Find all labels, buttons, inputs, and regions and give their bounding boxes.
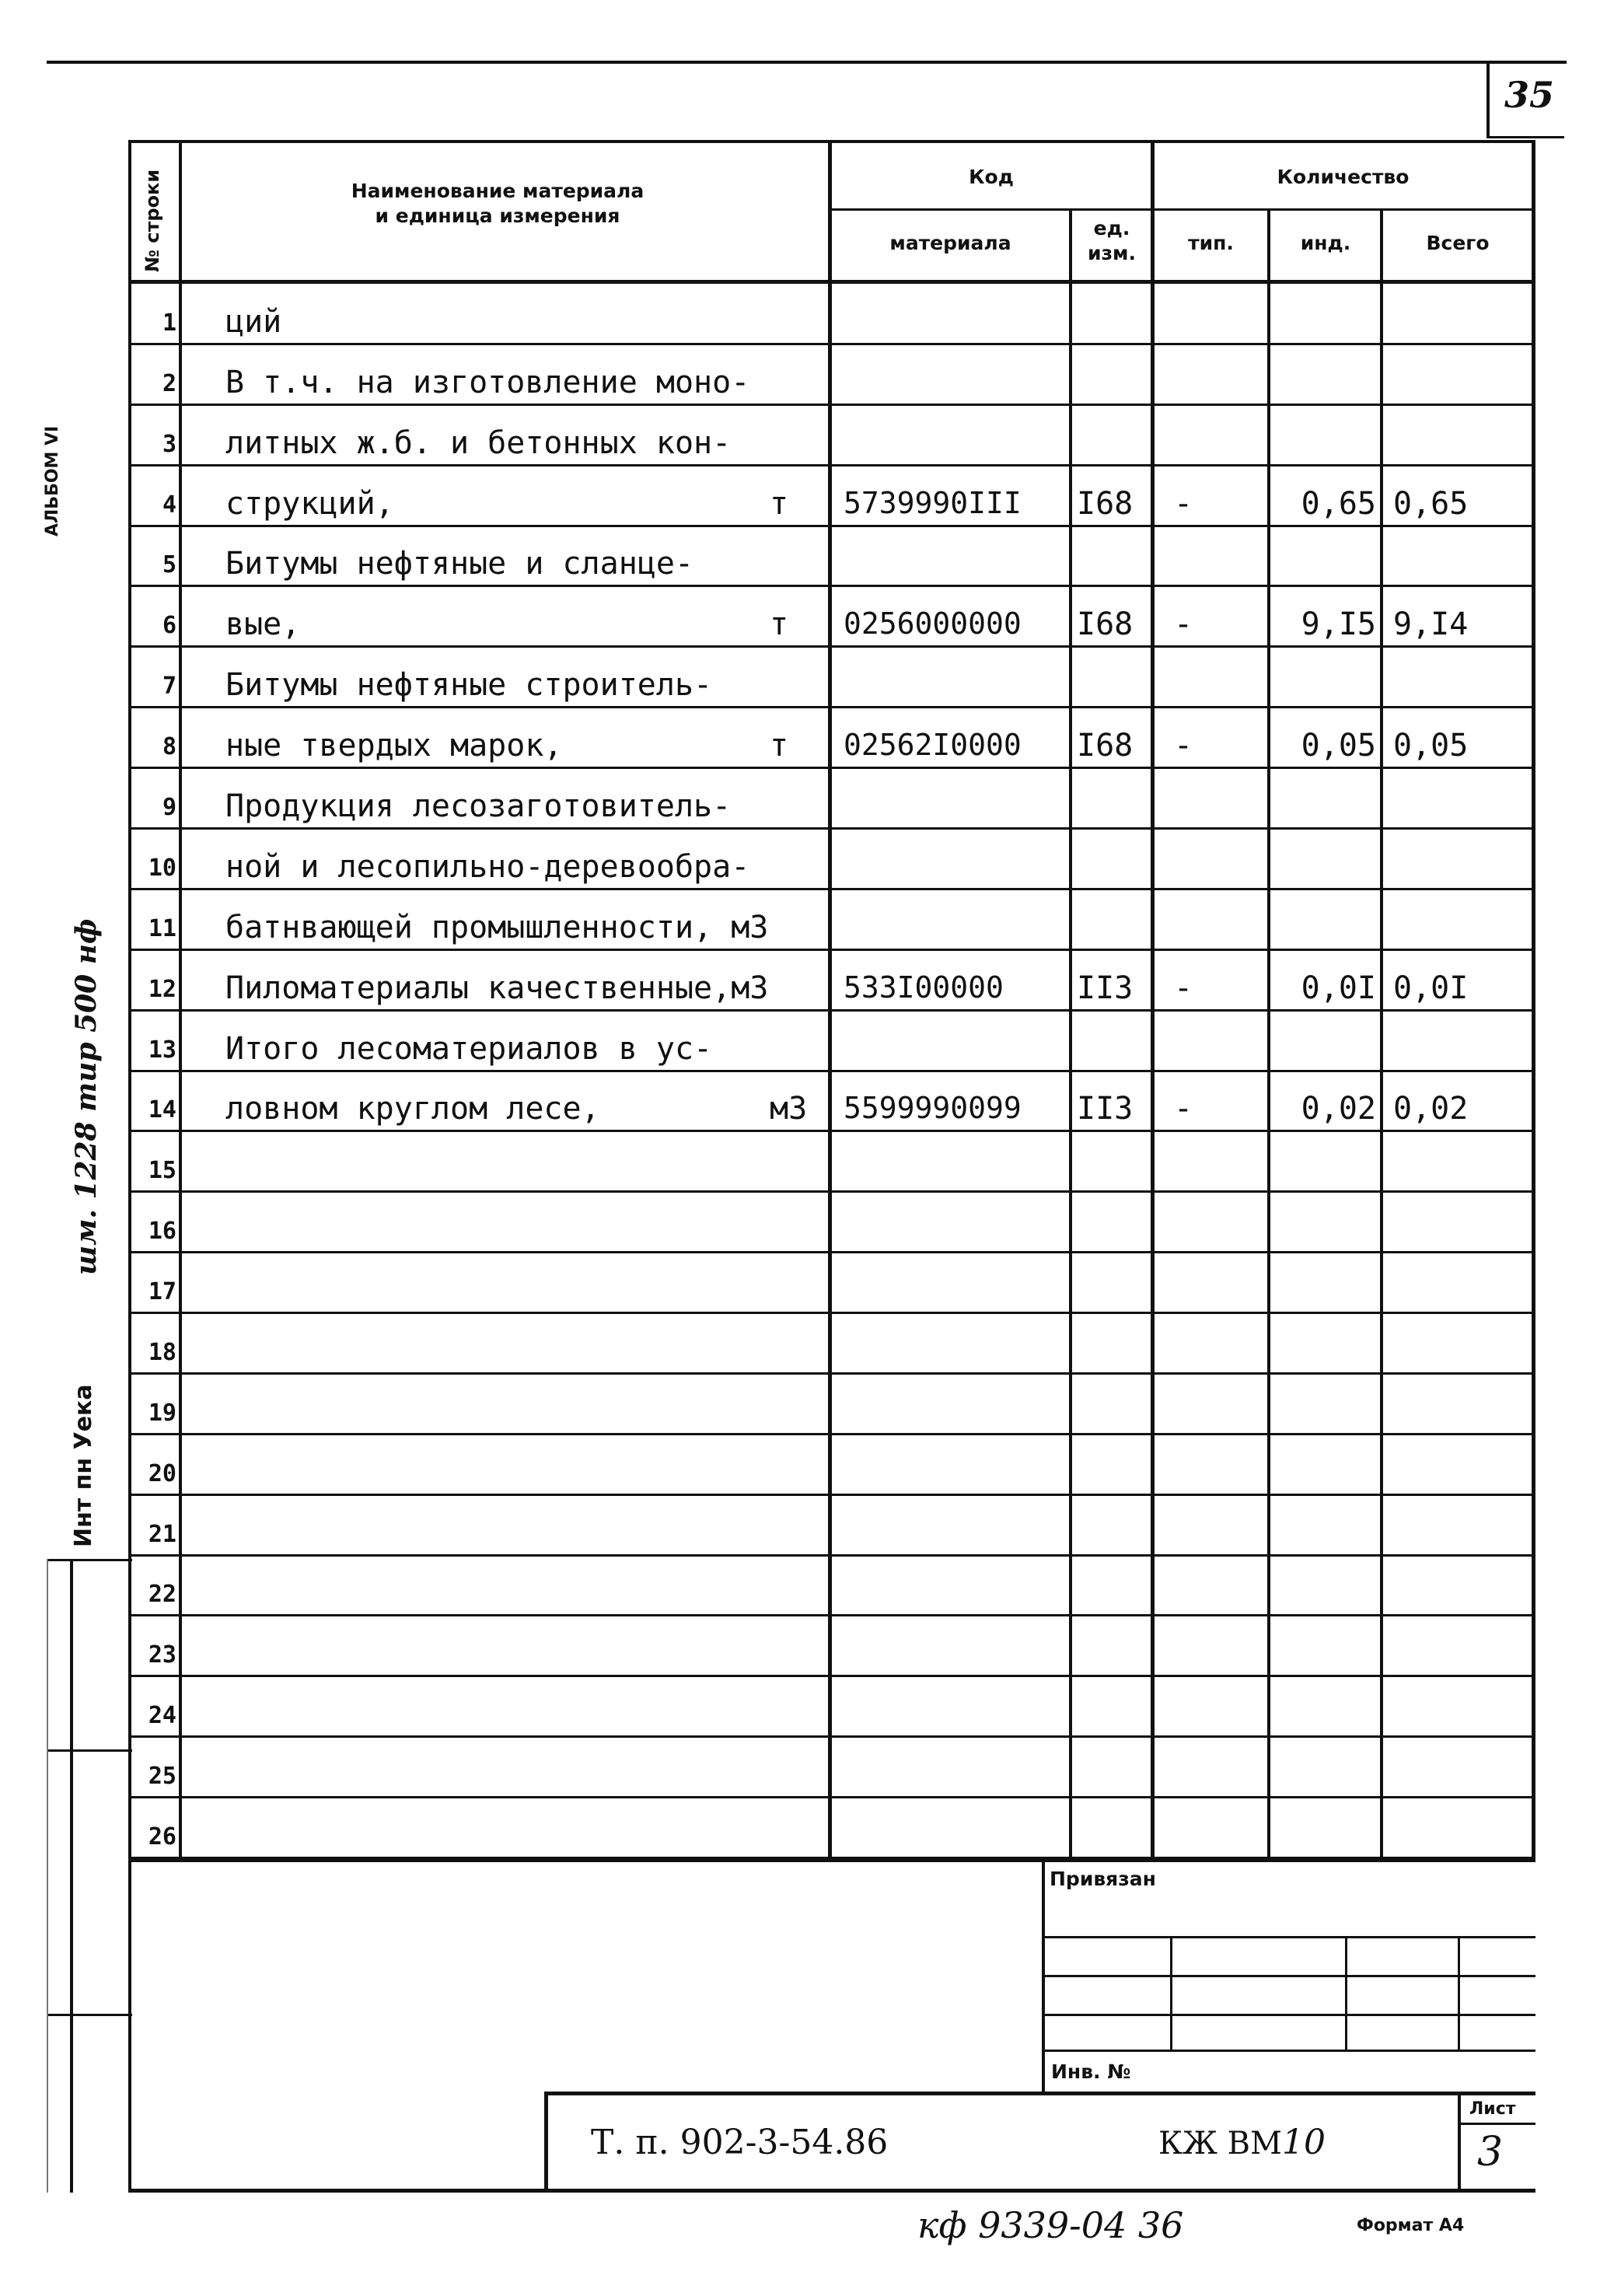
material-name: ловном круглом лесе,: [225, 1091, 600, 1127]
album-label: АЛЬБОМ VI: [43, 425, 62, 536]
stamp-vertical-4: [1458, 1936, 1460, 2050]
doc-code: Т. п. 902-3-54.86: [591, 2123, 889, 2162]
header-row-no: № строки: [141, 169, 163, 272]
qty-total: 9,I4: [1393, 606, 1469, 642]
table-right-border: [1532, 140, 1535, 1858]
row-number: 11: [148, 915, 176, 942]
material-name: струкций,: [225, 486, 394, 522]
inv-no-label: Инв. №: [1051, 2060, 1131, 2083]
qty-type: -: [1174, 1091, 1193, 1127]
material-code: 5739990III: [844, 486, 1022, 520]
page-number-box-bottom: [1486, 136, 1564, 138]
qty-type: -: [1174, 606, 1193, 642]
row-number: 21: [148, 1521, 176, 1548]
material-name: Итого лесоматериалов в ус-: [225, 1031, 713, 1067]
qty-total: 0,65: [1393, 486, 1469, 522]
row-number: 9: [162, 794, 176, 821]
material-unit: т: [770, 606, 789, 642]
row-number: 5: [162, 551, 176, 578]
row-divider: [128, 645, 1535, 648]
qty-type: -: [1174, 970, 1193, 1006]
header-qty-total: Всего: [1426, 232, 1490, 254]
qty-total: 0,05: [1393, 728, 1469, 764]
qty-ind: 0,65: [1301, 486, 1376, 522]
qty-total: 0,02: [1393, 1091, 1469, 1127]
qty-type: -: [1174, 728, 1193, 764]
page-number-box-line: [1486, 61, 1490, 138]
stamp-line-4: [1042, 2050, 1535, 2052]
material-name: ные твердых марок,: [225, 728, 563, 764]
header-quantity: Количество: [1277, 166, 1410, 188]
row-number: 2: [162, 370, 176, 397]
margin-dotted-line: [47, 1559, 48, 2193]
qty-ind: 9,I5: [1301, 606, 1376, 642]
header-name: Наименование материала и единица измерения: [351, 180, 645, 227]
row-number: 17: [148, 1278, 176, 1305]
rownum-column-border: [179, 140, 182, 1858]
row-divider: [128, 585, 1535, 587]
qty-ind: 0,02: [1301, 1091, 1376, 1127]
table-top-border: [128, 140, 1535, 143]
list-box-border: [1458, 2092, 1461, 2193]
unit-code: II3: [1077, 1091, 1134, 1127]
material-code: 533I00000: [844, 970, 1004, 1005]
doc-mark-print: КЖ ВМ: [1158, 2126, 1282, 2161]
row-number: 6: [162, 612, 176, 639]
order-number: кф 9339-04 36: [917, 2204, 1184, 2246]
list-label: Лист: [1469, 2099, 1516, 2119]
row-divider: [128, 1494, 1535, 1496]
format-label: Формат А4: [1357, 2216, 1465, 2235]
row-divider: [128, 1009, 1535, 1012]
ed-column-border: [1151, 140, 1155, 1858]
row-divider: [128, 1190, 1535, 1193]
tip-column-border: [1267, 208, 1270, 1858]
row-number: 24: [148, 1702, 176, 1729]
material-name: Битумы нефтяные и сланце-: [225, 546, 694, 582]
row-divider: [128, 343, 1535, 345]
unit-code: II3: [1077, 970, 1134, 1006]
header-qty-type: тип.: [1188, 232, 1234, 254]
row-number: 12: [148, 976, 176, 1003]
row-divider: [128, 1070, 1535, 1072]
row-number: 19: [148, 1400, 176, 1427]
material-name: Битумы нефтяные строитель-: [225, 667, 713, 703]
material-name: батнвающей промышленности, м3: [225, 910, 769, 945]
qty-ind: 0,0I: [1301, 970, 1376, 1006]
name-column-border: [828, 140, 832, 1858]
margin-stamp-mid: [47, 1749, 132, 1752]
qty-ind: 0,05: [1301, 728, 1376, 764]
material-unit: м3: [770, 1091, 808, 1127]
row-divider: [128, 1675, 1535, 1677]
material-name: ций: [225, 304, 282, 340]
row-number: 22: [148, 1581, 176, 1608]
row-number: 16: [148, 1218, 176, 1245]
margin-hand-note: шм. 1228 тир 500 нф: [70, 918, 103, 1275]
row-number: 25: [148, 1763, 176, 1790]
material-name: Пиломатериалы качественные,м3: [225, 970, 769, 1006]
margin-stamp-top: [47, 1559, 132, 1561]
margin-stamp-line: [70, 1559, 73, 2193]
list-box-divider: [1458, 2123, 1535, 2125]
margin-inv-label: Инт пн Уека: [70, 1384, 97, 1547]
material-name: ной и лесопильно-деревообра-: [225, 849, 750, 885]
row-number: 14: [148, 1096, 176, 1124]
row-divider: [128, 706, 1535, 708]
row-divider: [128, 949, 1535, 951]
material-name: литных ж.б. и бетонных кон-: [225, 425, 732, 461]
row-number: 7: [162, 673, 176, 700]
stamp-vertical-2: [1170, 1936, 1172, 2050]
stamp-line-2: [1042, 1975, 1535, 1977]
row-number: 1: [162, 309, 176, 337]
material-name: вые,: [225, 606, 301, 642]
row-divider: [128, 404, 1535, 406]
header-code-unit: ед. изм.: [1088, 217, 1136, 264]
unit-code: I68: [1077, 486, 1134, 522]
qty-type: -: [1174, 486, 1193, 522]
material-code: 5599990099: [844, 1091, 1022, 1125]
row-number: 15: [148, 1157, 176, 1184]
page-bottom-border: [128, 2189, 1535, 2193]
row-number: 10: [148, 854, 176, 882]
header-code-material: материала: [889, 232, 1011, 254]
row-number: 20: [148, 1460, 176, 1487]
stamp-vertical-3: [1345, 1936, 1347, 2050]
row-divider: [128, 464, 1535, 467]
qty-total: 0,0I: [1393, 970, 1469, 1006]
material-name: Продукция лесозаготовитель-: [225, 788, 732, 824]
header-code: Код: [969, 166, 1014, 188]
header-split-line: [828, 208, 1535, 211]
ind-column-border: [1380, 208, 1383, 1858]
list-value: 3: [1477, 2129, 1504, 2175]
stamp-line-3: [1042, 2014, 1535, 2016]
margin-stamp-low: [47, 2014, 132, 2016]
stamp-line-1: [1042, 1936, 1535, 1938]
unit-code: I68: [1077, 606, 1134, 642]
page-number: 35: [1504, 74, 1555, 116]
row-number: 8: [162, 733, 176, 760]
stamp-top-border: [128, 1858, 1535, 1862]
row-divider: [128, 1554, 1535, 1557]
row-divider: [128, 1735, 1535, 1738]
row-divider: [128, 827, 1535, 830]
doc-mark-hand: 10: [1281, 2123, 1326, 2162]
row-divider: [128, 1433, 1535, 1435]
material-unit: т: [770, 728, 789, 764]
unit-code: I68: [1077, 728, 1134, 764]
header-qty-ind: инд.: [1300, 232, 1351, 254]
title-block-top: [544, 2092, 1535, 2095]
row-number: 18: [148, 1339, 176, 1366]
row-divider: [128, 1130, 1535, 1132]
row-divider: [128, 1251, 1535, 1253]
title-block-left: [544, 2092, 548, 2193]
material-code: 0256000000: [844, 606, 1022, 641]
top-border-line: [47, 61, 1567, 64]
row-divider: [128, 1796, 1535, 1798]
row-divider: [128, 1312, 1535, 1314]
header-bottom-line: [128, 280, 1535, 284]
row-divider: [128, 888, 1535, 890]
material-unit: т: [770, 486, 789, 522]
code-column-border: [1069, 208, 1072, 1858]
material-name: В т.ч. на изготовление моно-: [225, 365, 750, 400]
row-number: 4: [162, 491, 176, 519]
row-number: 3: [162, 431, 176, 458]
privyazan-label: Привязан: [1050, 1868, 1156, 1890]
row-divider: [128, 1614, 1535, 1616]
row-number: 26: [148, 1823, 176, 1850]
material-code: 02562I0000: [844, 728, 1022, 762]
row-number: 13: [148, 1036, 176, 1064]
row-number: 23: [148, 1641, 176, 1669]
row-divider: [128, 1372, 1535, 1375]
doc-mark: [1158, 2123, 1326, 2162]
row-divider: [128, 767, 1535, 769]
row-divider: [128, 525, 1535, 527]
